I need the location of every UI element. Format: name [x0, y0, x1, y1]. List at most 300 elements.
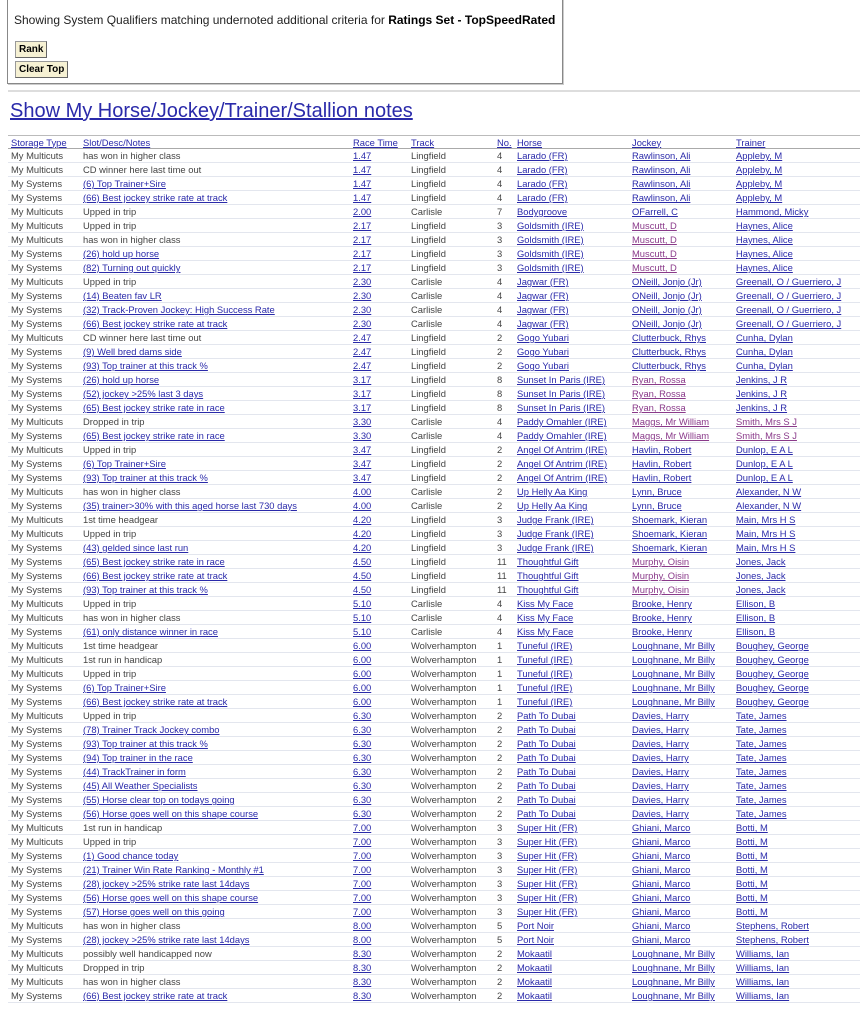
jockey-link[interactable]: Ghiani, Marco	[632, 836, 691, 847]
slot-desc-notes-link[interactable]: (35) trainer>30% with this aged horse last 730 days	[83, 500, 297, 511]
race-time-link[interactable]: 2.47	[353, 346, 372, 357]
trainer-link[interactable]: Haynes, Alice	[736, 220, 793, 231]
slot-desc-notes-link[interactable]: (65) Best jockey strike rate in race	[83, 430, 225, 441]
sort-slot-desc-notes-link[interactable]: Slot/Desc/Notes	[83, 136, 151, 148]
slot-desc-notes-link[interactable]: (56) Horse goes well on this shape course	[83, 892, 259, 903]
horse-link[interactable]: Jagwar (FR)	[517, 290, 569, 301]
horse-link[interactable]: Tuneful (IRE)	[517, 682, 573, 693]
race-time-link[interactable]: 3.17	[353, 388, 372, 399]
race-time-link[interactable]: 4.20	[353, 514, 372, 525]
horse-link[interactable]: Goldsmith (IRE)	[517, 220, 584, 231]
horse-link[interactable]: Path To Dubai	[517, 724, 576, 735]
trainer-link[interactable]: Alexander, N W	[736, 486, 802, 497]
trainer-link[interactable]: Jones, Jack	[736, 556, 786, 567]
horse-link[interactable]: Jagwar (FR)	[517, 304, 569, 315]
jockey-link[interactable]: Loughnane, Mr Billy	[632, 640, 715, 651]
race-time-link[interactable]: 3.30	[353, 416, 372, 427]
race-time-link[interactable]: 6.30	[353, 752, 372, 763]
jockey-link[interactable]: Davies, Harry	[632, 752, 689, 763]
trainer-link[interactable]: Tate, James	[736, 780, 787, 791]
horse-link[interactable]: Super Hit (FR)	[517, 906, 578, 917]
slot-desc-notes-link[interactable]: (32) Track-Proven Jockey: High Success Rate	[83, 304, 275, 315]
slot-desc-notes-link[interactable]: (6) Top Trainer+Sire	[83, 682, 166, 693]
trainer-link[interactable]: Botti, M	[736, 822, 768, 833]
horse-link[interactable]: Mokaatil	[517, 948, 552, 959]
trainer-link[interactable]: Appleby, M	[736, 178, 783, 189]
trainer-link[interactable]: Stephens, Robert	[736, 920, 809, 931]
trainer-link[interactable]: Botti, M	[736, 864, 768, 875]
race-time-link[interactable]: 3.17	[353, 374, 372, 385]
trainer-link[interactable]: Tate, James	[736, 752, 787, 763]
race-time-link[interactable]: 1.47	[353, 164, 372, 175]
trainer-link[interactable]: Botti, M	[736, 850, 768, 861]
jockey-link[interactable]: Clutterbuck, Rhys	[632, 360, 706, 371]
race-time-link[interactable]: 7.00	[353, 878, 372, 889]
trainer-link[interactable]: Cunha, Dylan	[736, 332, 793, 343]
table-row	[8, 317, 860, 331]
trainer-link[interactable]: Williams, Ian	[736, 948, 790, 959]
horse-link[interactable]: Super Hit (FR)	[517, 892, 578, 903]
trainer-link[interactable]: Jones, Jack	[736, 570, 786, 581]
jockey-cell	[629, 471, 733, 485]
trainer-link[interactable]: Boughey, George	[736, 696, 809, 707]
race-time-link[interactable]: 6.00	[353, 668, 372, 679]
race-time-link[interactable]: 6.30	[353, 738, 372, 749]
slot-desc-notes-link[interactable]: (26) hold up horse	[83, 374, 160, 385]
jockey-link[interactable]: Loughnane, Mr Billy	[632, 990, 715, 1001]
jockey-link[interactable]: Davies, Harry	[632, 724, 689, 735]
jockey-link[interactable]: Ghiani, Marco	[632, 934, 691, 945]
jockey-link[interactable]: Ghiani, Marco	[632, 892, 691, 903]
race-time-link[interactable]: 6.30	[353, 808, 372, 819]
jockey-link[interactable]: Rawlinson, Ali	[632, 164, 691, 175]
slot-desc-notes-link[interactable]: (94) Top trainer in the race	[83, 752, 193, 763]
jockey-link[interactable]: Ghiani, Marco	[632, 920, 691, 931]
horse-link[interactable]: Sunset In Paris (IRE)	[517, 388, 606, 399]
slot-desc-notes-link[interactable]: (56) Horse goes well on this shape course	[83, 808, 259, 819]
trainer-link[interactable]: Ellison, B	[736, 612, 776, 623]
horse-link[interactable]: Sunset In Paris (IRE)	[517, 402, 606, 413]
jockey-link[interactable]: OFarrell, C	[632, 206, 678, 217]
horse-link[interactable]: Jagwar (FR)	[517, 276, 569, 287]
jockey-link[interactable]: Davies, Harry	[632, 766, 689, 777]
slot-desc-notes-link[interactable]: (93) Top trainer at this track %	[83, 738, 208, 749]
jockey-link[interactable]: ONeill, Jonjo (Jr)	[632, 276, 702, 287]
trainer-link[interactable]: Greenall, O / Guerriero, J	[736, 318, 842, 329]
jockey-link[interactable]: Davies, Harry	[632, 794, 689, 805]
race-time-link[interactable]: 8.30	[353, 976, 372, 987]
jockey-link[interactable]: ONeill, Jonjo (Jr)	[632, 290, 702, 301]
jockey-link[interactable]: ONeill, Jonjo (Jr)	[632, 304, 702, 315]
slot-desc-notes-link[interactable]: (52) jockey >25% last 3 days	[83, 388, 204, 399]
horse-link[interactable]: Judge Frank (IRE)	[517, 528, 594, 539]
trainer-link[interactable]: Tate, James	[736, 794, 787, 805]
trainer-link[interactable]: Greenall, O / Guerriero, J	[736, 276, 842, 287]
jockey-link[interactable]: Rawlinson, Ali	[632, 178, 691, 189]
race-time-link[interactable]: 3.47	[353, 458, 372, 469]
horse-link[interactable]: Mokaatil	[517, 962, 552, 973]
horse-cell	[514, 975, 629, 989]
jockey-cell	[629, 919, 733, 933]
trainer-link[interactable]: Smith, Mrs S J	[736, 430, 797, 441]
race-time-link[interactable]: 6.00	[353, 640, 372, 651]
jockey-link[interactable]: Ghiani, Marco	[632, 822, 691, 833]
race-time-link[interactable]: 2.17	[353, 248, 372, 259]
slot-desc-notes-link[interactable]: (65) Best jockey strike rate in race	[83, 402, 225, 413]
slot-desc-notes-link[interactable]: (66) Best jockey strike rate at track	[83, 192, 228, 203]
race-time-link[interactable]: 6.00	[353, 682, 372, 693]
jockey-link[interactable]: Ryan, Rossa	[632, 374, 686, 385]
trainer-link[interactable]: Cunha, Dylan	[736, 360, 793, 371]
jockey-link[interactable]: Maggs, Mr William	[632, 416, 710, 427]
trainer-link[interactable]: Jenkins, J R	[736, 402, 788, 413]
slot-desc-notes-link[interactable]: (6) Top Trainer+Sire	[83, 178, 166, 189]
jockey-link[interactable]: Rawlinson, Ali	[632, 150, 691, 161]
trainer-link[interactable]: Botti, M	[736, 906, 768, 917]
race-time-link[interactable]: 3.47	[353, 472, 372, 483]
horse-link[interactable]: Up Helly Aa King	[517, 486, 588, 497]
race-time-link[interactable]: 2.00	[353, 206, 372, 217]
trainer-link[interactable]: Ellison, B	[736, 598, 776, 609]
race-time-link[interactable]: 1.47	[353, 150, 372, 161]
trainer-link[interactable]: Greenall, O / Guerriero, J	[736, 290, 842, 301]
trainer-link[interactable]: Boughey, George	[736, 654, 809, 665]
jockey-link[interactable]: Loughnane, Mr Billy	[632, 948, 715, 959]
trainer-link[interactable]: Botti, M	[736, 836, 768, 847]
race-time-link[interactable]: 6.30	[353, 710, 372, 721]
horse-link[interactable]: Goldsmith (IRE)	[517, 248, 584, 259]
race-time-link[interactable]: 1.47	[353, 178, 372, 189]
slot-desc-notes-link[interactable]: (93) Top trainer at this track %	[83, 584, 208, 595]
trainer-link[interactable]: Hammond, Micky	[736, 206, 809, 217]
horse-link[interactable]: Sunset In Paris (IRE)	[517, 374, 606, 385]
race-time-link[interactable]: 2.17	[353, 220, 372, 231]
horse-link[interactable]: Super Hit (FR)	[517, 822, 578, 833]
slot-desc-notes-link[interactable]: (65) Best jockey strike rate in race	[83, 556, 225, 567]
horse-link[interactable]: Gogo Yubari	[517, 332, 569, 343]
slot-desc-notes-link[interactable]: (44) TrackTrainer in form	[83, 766, 186, 777]
jockey-link[interactable]: Muscutt, D	[632, 262, 677, 273]
trainer-link[interactable]: Appleby, M	[736, 164, 783, 175]
trainer-link[interactable]: Tate, James	[736, 738, 787, 749]
jockey-link[interactable]: Ghiani, Marco	[632, 906, 691, 917]
race-time-link[interactable]: 6.30	[353, 724, 372, 735]
sort-jockey-link[interactable]: Jockey	[632, 136, 662, 148]
horse-link[interactable]: Paddy Omahler (IRE)	[517, 416, 607, 427]
trainer-link[interactable]: Smith, Mrs S J	[736, 416, 797, 427]
slot-desc-notes-link[interactable]: (82) Turning out quickly	[83, 262, 181, 273]
sort-horse-link[interactable]: Horse	[517, 136, 543, 148]
jockey-link[interactable]: Lynn, Bruce	[632, 500, 682, 511]
trainer-link[interactable]: Botti, M	[736, 892, 768, 903]
horse-link[interactable]: Super Hit (FR)	[517, 850, 578, 861]
race-time-link[interactable]: 8.00	[353, 920, 372, 931]
race-time-link[interactable]: 2.30	[353, 304, 372, 315]
horse-link[interactable]: Judge Frank (IRE)	[517, 514, 594, 525]
slot-desc-notes-link[interactable]: (28) jockey >25% strike rate last 14days	[83, 878, 250, 889]
jockey-link[interactable]: ONeill, Jonjo (Jr)	[632, 318, 702, 329]
horse-link[interactable]: Tuneful (IRE)	[517, 640, 573, 651]
horse-link[interactable]: Larado (FR)	[517, 192, 568, 203]
horse-link[interactable]: Path To Dubai	[517, 766, 576, 777]
race-time-link[interactable]: 3.17	[353, 402, 372, 413]
horse-link[interactable]: Tuneful (IRE)	[517, 654, 573, 665]
trainer-link[interactable]: Cunha, Dylan	[736, 346, 793, 357]
jockey-link[interactable]: Maggs, Mr William	[632, 430, 710, 441]
race-time-link[interactable]: 2.47	[353, 332, 372, 343]
rank-button[interactable]: Rank	[15, 41, 47, 58]
jockey-link[interactable]: Clutterbuck, Rhys	[632, 332, 706, 343]
trainer-link[interactable]: Appleby, M	[736, 192, 783, 203]
horse-link[interactable]: Jagwar (FR)	[517, 318, 569, 329]
horse-link[interactable]: Larado (FR)	[517, 178, 568, 189]
race-time-link[interactable]: 7.00	[353, 850, 372, 861]
horse-link[interactable]: Bodygroove	[517, 206, 568, 217]
trainer-link[interactable]: Main, Mrs H S	[736, 542, 796, 553]
jockey-link[interactable]: Lynn, Bruce	[632, 486, 682, 497]
horse-link[interactable]: Mokaatil	[517, 976, 552, 987]
race-time-link[interactable]: 3.30	[353, 430, 372, 441]
horse-link[interactable]: Up Helly Aa King	[517, 500, 588, 511]
jockey-link[interactable]: Havlin, Robert	[632, 472, 692, 483]
trainer-link[interactable]: Dunlop, E A L	[736, 458, 793, 469]
trainer-link[interactable]: Haynes, Alice	[736, 262, 793, 273]
horse-link[interactable]: Gogo Yubari	[517, 360, 569, 371]
trainer-link[interactable]: Greenall, O / Guerriero, J	[736, 304, 842, 315]
sort-number-link[interactable]: No.	[497, 136, 512, 148]
trainer-link[interactable]: Stephens, Robert	[736, 934, 809, 945]
horse-link[interactable]: Path To Dubai	[517, 710, 576, 721]
race-time-link[interactable]: 1.47	[353, 192, 372, 203]
trainer-link[interactable]: Williams, Ian	[736, 962, 790, 973]
slot-desc-notes-link[interactable]: (9) Well bred dams side	[83, 346, 182, 357]
jockey-link[interactable]: Ghiani, Marco	[632, 850, 691, 861]
slot-desc-notes-link[interactable]: (55) Horse clear top on todays going	[83, 794, 235, 805]
race-time-link[interactable]: 7.00	[353, 864, 372, 875]
race-time-link[interactable]: 6.00	[353, 654, 372, 665]
race-time-link[interactable]: 8.30	[353, 962, 372, 973]
slot-desc-notes-link[interactable]: (6) Top Trainer+Sire	[83, 458, 166, 469]
jockey-link[interactable]: Davies, Harry	[632, 808, 689, 819]
horse-link[interactable]: Goldsmith (IRE)	[517, 234, 584, 245]
trainer-link[interactable]: Tate, James	[736, 724, 787, 735]
jockey-link[interactable]: Loughnane, Mr Billy	[632, 976, 715, 987]
race-time-link[interactable]: 6.30	[353, 766, 372, 777]
clear-top-button[interactable]: Clear Top	[15, 61, 68, 78]
race-time-link[interactable]: 5.10	[353, 598, 372, 609]
slot-desc-notes-link[interactable]: (1) Good chance today	[83, 850, 179, 861]
jockey-link[interactable]: Muscutt, D	[632, 234, 677, 245]
jockey-link[interactable]: Shoemark, Kieran	[632, 542, 708, 553]
slot-desc-notes-link[interactable]: (28) jockey >25% strike rate last 14days	[83, 934, 250, 945]
jockey-link[interactable]: Brooke, Henry	[632, 612, 692, 623]
trainer-link[interactable]: Appleby, M	[736, 150, 783, 161]
race-time-link[interactable]: 4.50	[353, 556, 372, 567]
jockey-link[interactable]: Loughnane, Mr Billy	[632, 962, 715, 973]
horse-link[interactable]: Path To Dubai	[517, 752, 576, 763]
race-time-link[interactable]: 4.20	[353, 542, 372, 553]
race-time-link[interactable]: 4.50	[353, 584, 372, 595]
slot-desc-notes-link[interactable]: (61) only distance winner in race	[83, 626, 218, 637]
horse-link[interactable]: Thoughtful Gift	[517, 570, 579, 581]
sort-storage-type-link[interactable]: Storage Type	[11, 136, 67, 148]
jockey-link[interactable]: Loughnane, Mr Billy	[632, 696, 715, 707]
horse-link[interactable]: Gogo Yubari	[517, 346, 569, 357]
jockey-link[interactable]: Havlin, Robert	[632, 444, 692, 455]
horse-link[interactable]: Judge Frank (IRE)	[517, 542, 594, 553]
storage-type-cell: My Multicuts	[8, 667, 80, 681]
race-time-link[interactable]: 7.00	[353, 836, 372, 847]
jockey-link[interactable]: Loughnane, Mr Billy	[632, 668, 715, 679]
race-time-link[interactable]: 5.10	[353, 612, 372, 623]
jockey-link[interactable]: Ghiani, Marco	[632, 864, 691, 875]
horse-link[interactable]: Path To Dubai	[517, 794, 576, 805]
trainer-link[interactable]: Haynes, Alice	[736, 248, 793, 259]
trainer-link[interactable]: Williams, Ian	[736, 976, 790, 987]
table-row	[8, 737, 860, 751]
trainer-link[interactable]: Botti, M	[736, 878, 768, 889]
horse-link[interactable]: Super Hit (FR)	[517, 836, 578, 847]
race-time-link[interactable]: 4.00	[353, 486, 372, 497]
horse-link[interactable]: Kiss My Face	[517, 612, 574, 623]
horse-link[interactable]: Port Noir	[517, 934, 554, 945]
horse-link[interactable]: Thoughtful Gift	[517, 584, 579, 595]
horse-link[interactable]: Path To Dubai	[517, 780, 576, 791]
slot-desc-notes-link[interactable]: (66) Best jockey strike rate at track	[83, 570, 228, 581]
race-time-link[interactable]: 4.20	[353, 528, 372, 539]
jockey-link[interactable]: Davies, Harry	[632, 780, 689, 791]
slot-desc-notes-link[interactable]: (43) gelded since last run	[83, 542, 189, 553]
horse-link[interactable]: Tuneful (IRE)	[517, 696, 573, 707]
race-time-link[interactable]: 2.17	[353, 234, 372, 245]
slot-desc-notes-link[interactable]: (14) Beaten fav LR	[83, 290, 162, 301]
jockey-link[interactable]: Shoemark, Kieran	[632, 514, 708, 525]
horse-link[interactable]: Larado (FR)	[517, 164, 568, 175]
table-row	[8, 961, 860, 975]
jockey-link[interactable]: Brooke, Henry	[632, 626, 692, 637]
horse-link[interactable]: Angel Of Antrim (IRE)	[517, 458, 608, 469]
horse-link[interactable]: Port Noir	[517, 920, 554, 931]
jockey-link[interactable]: Loughnane, Mr Billy	[632, 682, 715, 693]
horse-link[interactable]: Tuneful (IRE)	[517, 668, 573, 679]
race-time-link[interactable]: 2.17	[353, 262, 372, 273]
jockey-link[interactable]: Davies, Harry	[632, 710, 689, 721]
slot-desc-notes-link[interactable]: (26) hold up horse	[83, 248, 160, 259]
sort-trainer-link[interactable]: Trainer	[736, 136, 766, 148]
trainer-link[interactable]: Boughey, George	[736, 668, 809, 679]
trainer-link[interactable]: Main, Mrs H S	[736, 514, 796, 525]
trainer-link[interactable]: Dunlop, E A L	[736, 472, 793, 483]
jockey-link[interactable]: Ghiani, Marco	[632, 878, 691, 889]
race-time-link[interactable]: 8.30	[353, 990, 372, 1001]
horse-link[interactable]: Kiss My Face	[517, 626, 574, 637]
number-cell: 2	[494, 485, 514, 499]
horse-link[interactable]: Angel Of Antrim (IRE)	[517, 472, 608, 483]
race-time-link[interactable]: 5.10	[353, 626, 372, 637]
jockey-link[interactable]: Shoemark, Kieran	[632, 528, 708, 539]
race-time-link[interactable]: 6.30	[353, 780, 372, 791]
trainer-link[interactable]: Boughey, George	[736, 640, 809, 651]
jockey-link[interactable]: Murphy, Oisin	[632, 570, 690, 581]
trainer-link[interactable]: Alexander, N W	[736, 500, 802, 511]
race-time-link[interactable]: 4.00	[353, 500, 372, 511]
trainer-link[interactable]: Tate, James	[736, 766, 787, 777]
jockey-link[interactable]: Loughnane, Mr Billy	[632, 654, 715, 665]
horse-link[interactable]: Larado (FR)	[517, 150, 568, 161]
jockey-link[interactable]: Murphy, Oisin	[632, 556, 690, 567]
race-time-link[interactable]: 7.00	[353, 822, 372, 833]
jockey-link[interactable]: Rawlinson, Ali	[632, 192, 691, 203]
slot-desc-notes-link[interactable]: (93) Top trainer at this track %	[83, 360, 208, 371]
jockey-link[interactable]: Havlin, Robert	[632, 458, 692, 469]
trainer-link[interactable]: Boughey, George	[736, 682, 809, 693]
jockey-link[interactable]: Ryan, Rossa	[632, 402, 686, 413]
race-time-link[interactable]: 2.30	[353, 318, 372, 329]
horse-link[interactable]: Paddy Omahler (IRE)	[517, 430, 607, 441]
jockey-link[interactable]: Murphy, Oisin	[632, 584, 690, 595]
horse-link[interactable]: Mokaatil	[517, 990, 552, 1001]
race-time-link[interactable]: 2.47	[353, 360, 372, 371]
trainer-link[interactable]: Jones, Jack	[736, 584, 786, 595]
trainer-link[interactable]: Tate, James	[736, 808, 787, 819]
horse-link[interactable]: Super Hit (FR)	[517, 864, 578, 875]
race-time-link[interactable]: 8.00	[353, 934, 372, 945]
race-time-link[interactable]: 6.30	[353, 794, 372, 805]
slot-desc-notes-link[interactable]: (66) Best jockey strike rate at track	[83, 318, 228, 329]
race-time-link[interactable]: 7.00	[353, 906, 372, 917]
horse-link[interactable]: Angel Of Antrim (IRE)	[517, 444, 608, 455]
slot-desc-notes-link[interactable]: (45) All Weather Specialists	[83, 780, 198, 791]
race-time-link[interactable]: 6.00	[353, 696, 372, 707]
sort-track-link[interactable]: Track	[411, 136, 435, 148]
race-time-link[interactable]: 3.47	[353, 444, 372, 455]
trainer-link[interactable]: Haynes, Alice	[736, 234, 793, 245]
slot-desc-notes-link[interactable]: (78) Trainer Track Jockey combo	[83, 724, 220, 735]
slot-desc-notes-link[interactable]: (66) Best jockey strike rate at track	[83, 696, 228, 707]
horse-link[interactable]: Kiss My Face	[517, 598, 574, 609]
jockey-link[interactable]: Brooke, Henry	[632, 598, 692, 609]
trainer-link[interactable]: Jenkins, J R	[736, 374, 788, 385]
slot-desc-notes-link[interactable]: (21) Trainer Win Rate Ranking - Monthly #1	[83, 864, 264, 875]
horse-link[interactable]: Path To Dubai	[517, 738, 576, 749]
trainer-link[interactable]: Tate, James	[736, 710, 787, 721]
slot-desc-notes-link[interactable]: (66) Best jockey strike rate at track	[83, 990, 228, 1001]
horse-link[interactable]: Goldsmith (IRE)	[517, 262, 584, 273]
trainer-link[interactable]: Williams, Ian	[736, 990, 790, 1001]
trainer-link[interactable]: Jenkins, J R	[736, 388, 788, 399]
race-time-link[interactable]: 8.30	[353, 948, 372, 959]
race-time-link[interactable]: 7.00	[353, 892, 372, 903]
jockey-link[interactable]: Muscutt, D	[632, 220, 677, 231]
jockey-link[interactable]: Muscutt, D	[632, 248, 677, 259]
horse-link[interactable]: Path To Dubai	[517, 808, 576, 819]
trainer-link[interactable]: Main, Mrs H S	[736, 528, 796, 539]
jockey-link[interactable]: Clutterbuck, Rhys	[632, 346, 706, 357]
trainer-link[interactable]: Dunlop, E A L	[736, 444, 793, 455]
show-notes-link[interactable]: Show My Horse/Jockey/Trainer/Stallion notes	[10, 100, 413, 122]
jockey-link[interactable]: Davies, Harry	[632, 738, 689, 749]
horse-link[interactable]: Thoughtful Gift	[517, 556, 579, 567]
sort-race-time-link[interactable]: Race Time	[353, 136, 398, 148]
jockey-link[interactable]: Ryan, Rossa	[632, 388, 686, 399]
horse-link[interactable]: Super Hit (FR)	[517, 878, 578, 889]
race-time-link[interactable]: 4.50	[353, 570, 372, 581]
race-time-link[interactable]: 2.30	[353, 276, 372, 287]
race-time-link[interactable]: 2.30	[353, 290, 372, 301]
slot-desc-notes-link[interactable]: (57) Horse goes well on this going	[83, 906, 225, 917]
slot-desc-notes-link[interactable]: (93) Top trainer at this track %	[83, 472, 208, 483]
trainer-link[interactable]: Ellison, B	[736, 626, 776, 637]
